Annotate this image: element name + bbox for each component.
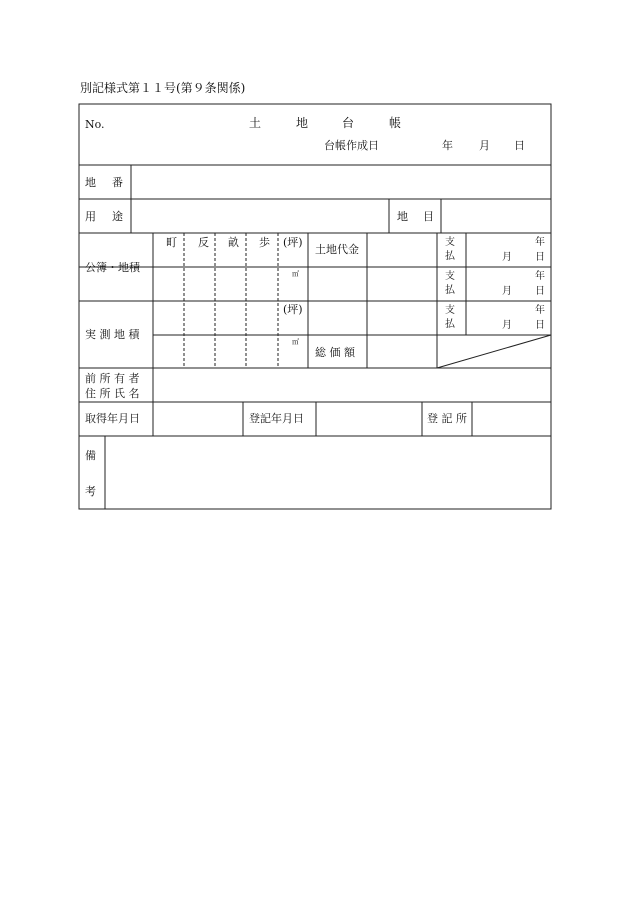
sqm-label-jissoku: ㎡ xyxy=(292,338,299,346)
payment-2-month: 月 xyxy=(502,286,512,297)
chiban-label-1: 地 xyxy=(85,176,96,189)
payment-3-year: 年 xyxy=(535,305,545,316)
total-price-label: 総 価 額 xyxy=(315,346,355,359)
payment-2-year: 年 xyxy=(535,271,545,282)
land-price-label: 土地代金 xyxy=(315,243,359,256)
payment-2-char-1: 支 xyxy=(445,271,455,282)
chimoku-label-1: 地 xyxy=(397,210,408,223)
jissoku-area-label: 実 測 地 積 xyxy=(85,328,140,341)
unit-cho: 町 xyxy=(166,236,177,249)
payment-2-char-2: 払 xyxy=(445,285,455,296)
unit-se: 畝 xyxy=(228,236,239,249)
payment-3-char-1: 支 xyxy=(445,305,455,316)
registry-office-label: 登 記 所 xyxy=(427,412,467,425)
payment-1-month: 月 xyxy=(502,252,512,263)
previous-owner-label-1: 前 所 有 者 xyxy=(85,372,140,385)
payment-3-month: 月 xyxy=(502,320,512,331)
created-day-label: 日 xyxy=(514,139,525,152)
title-char-1: 土 xyxy=(249,116,262,130)
chiban-label-2: 番 xyxy=(112,176,123,189)
remarks-label-1: 備 xyxy=(85,449,96,462)
ledger-created-label: 台帳作成日 xyxy=(324,139,379,152)
payment-1-char-1: 支 xyxy=(445,237,455,248)
title-char-2: 地 xyxy=(296,116,309,130)
unit-bu: 歩 xyxy=(259,236,270,249)
tsubo-label-kobo: (坪) xyxy=(283,236,303,249)
registered-date-label: 登記年月日 xyxy=(249,412,304,425)
tsubo-label-jissoku: (坪) xyxy=(283,303,303,316)
acquired-date-label: 取得年月日 xyxy=(85,412,140,425)
payment-1-year: 年 xyxy=(535,237,545,248)
payment-1-char-2: 払 xyxy=(445,251,455,262)
remarks-label-2: 考 xyxy=(85,485,96,498)
chimoku-label-2: 目 xyxy=(423,210,434,223)
title-char-4: 帳 xyxy=(389,116,402,130)
unit-tan: 反 xyxy=(198,236,209,249)
payment-3-day: 日 xyxy=(535,320,545,331)
payment-3-char-2: 払 xyxy=(445,319,455,330)
created-month-label: 月 xyxy=(479,139,490,152)
title-char-3: 台 xyxy=(342,116,355,130)
created-year-label: 年 xyxy=(442,139,453,152)
sqm-label-kobo: ㎡ xyxy=(292,270,299,278)
youto-label-2: 途 xyxy=(112,210,123,223)
no-label: No. xyxy=(85,118,105,131)
payment-2-day: 日 xyxy=(535,286,545,297)
youto-label-1: 用 xyxy=(85,210,96,223)
diagonal-slash xyxy=(437,335,551,368)
form-title: 別記様式第１１号(第９条関係) xyxy=(80,81,246,95)
payment-1-day: 日 xyxy=(535,252,545,263)
previous-owner-label-2: 住 所 氏 名 xyxy=(85,387,140,400)
kobo-area-label: 公簿・地積 xyxy=(85,261,140,274)
